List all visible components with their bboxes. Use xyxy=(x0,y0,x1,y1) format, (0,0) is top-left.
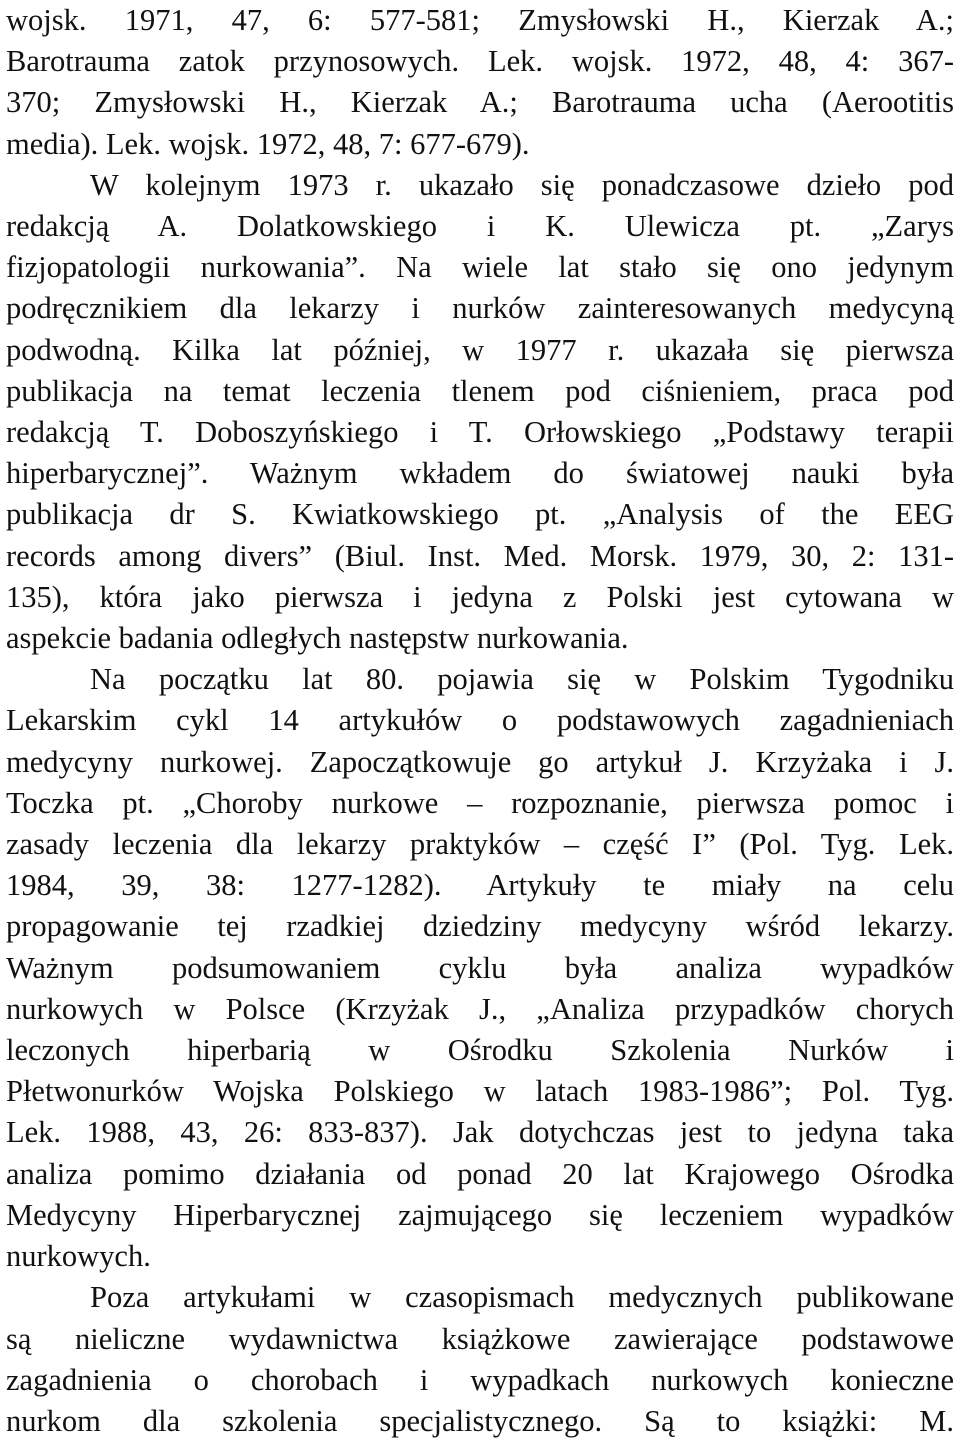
text-line: hiperbarycznej”. Ważnym wkładem do światowej nauki była xyxy=(6,456,954,491)
text-line: Lekarskim cykl 14 artykułów o podstawowych zagadnieniach xyxy=(6,703,954,738)
text-line: nurkowych w Polsce (Krzyżak J., „Analiza przypadków chorych xyxy=(6,991,954,1026)
text-line: Medycyny Hiperbarycznej zajmującego się leczeniem wypadków xyxy=(6,1197,954,1232)
text-line: aspekcie badania odległych następstw nurkowania. xyxy=(6,621,629,656)
text-line: records among divers” (Biul. Inst. Med. Morsk. 1979, 30, 2: 131- xyxy=(6,538,954,573)
text-line: 370; Zmysłowski H., Kierzak A.; Barotrauma ucha (Aerootitis xyxy=(6,85,954,120)
text-line: zagadnienia o chorobach i wypadkach nurkowych konieczne xyxy=(6,1362,954,1397)
text-line: są nieliczne wydawnictwa książkowe zawierające podstawowe xyxy=(6,1321,954,1356)
text-line: Poza artykułami w czasopismach medycznych publikowane xyxy=(90,1280,954,1315)
document-page xyxy=(6,0,954,1442)
text-line: leczonych hiperbarią w Ośrodku Szkolenia Nurków i xyxy=(6,1033,954,1068)
text-line: propagowanie tej rzadkiej dziedziny medycyny wśród lekarzy. xyxy=(6,909,954,944)
text-line: nurkom dla szkolenia specjalistycznego. Są to książki: M. xyxy=(6,1403,954,1438)
text-line: publikacja na temat leczenia tlenem pod ciśnieniem, praca pod xyxy=(6,373,954,408)
text-line: Barotrauma zatok przynosowych. Lek. wojsk. 1972, 48, 4: 367- xyxy=(6,44,954,79)
text-line: Płetwonurków Wojska Polskiego w latach 1983-1986”; Pol. Tyg. xyxy=(6,1074,954,1109)
text-line: W kolejnym 1973 r. ukazało się ponadczasowe dzieło pod xyxy=(90,167,954,202)
text-line: podręcznikiem dla lekarzy i nurków zainteresowanych medycyną xyxy=(6,291,954,326)
text-line: nurkowych. xyxy=(6,1239,151,1274)
text-line: Na początku lat 80. pojawia się w Polskim Tygodniku xyxy=(90,662,954,697)
text-line: Ważnym podsumowaniem cyklu była analiza wypadków xyxy=(6,950,954,985)
text-line: medycyny nurkowej. Zapoczątkowuje go artykuł J. Krzyżaka i J. xyxy=(6,744,954,779)
text-line: podwodną. Kilka lat później, w 1977 r. ukazała się pierwsza xyxy=(6,332,954,367)
text-line: fizjopatologii nurkowania”. Na wiele lat stało się ono jedynym xyxy=(6,250,954,285)
text-line: 1984, 39, 38: 1277-1282). Artykuły te miały na celu xyxy=(6,868,954,903)
text-line: publikacja dr S. Kwiatkowskiego pt. „Analysis of the EEG xyxy=(6,497,954,532)
text-line: media). Lek. wojsk. 1972, 48, 7: 677-679). xyxy=(6,126,530,161)
text-line: redakcją T. Doboszyńskiego i T. Orłowskiego „Podstawy terapii xyxy=(6,415,954,450)
text-line: Toczka pt. „Choroby nurkowe – rozpoznanie, pierwsza pomoc i xyxy=(6,785,954,820)
text-line: redakcją A. Dolatkowskiego i K. Ulewicza pt. „Zarys xyxy=(6,209,954,244)
text-line: zasady leczenia dla lekarzy praktyków – część I” (Pol. Tyg. Lek. xyxy=(6,827,954,862)
text-line: 135), która jako pierwsza i jedyna z Polski jest cytowana w xyxy=(6,579,954,614)
text-line: analiza pomimo działania od ponad 20 lat Krajowego Ośrodka xyxy=(6,1156,954,1191)
text-line: wojsk. 1971, 47, 6: 577-581; Zmysłowski H., Kierzak A.; xyxy=(6,3,954,37)
text-line: Lek. 1988, 43, 26: 833-837). Jak dotychczas jest to jedyna taka xyxy=(6,1115,954,1150)
